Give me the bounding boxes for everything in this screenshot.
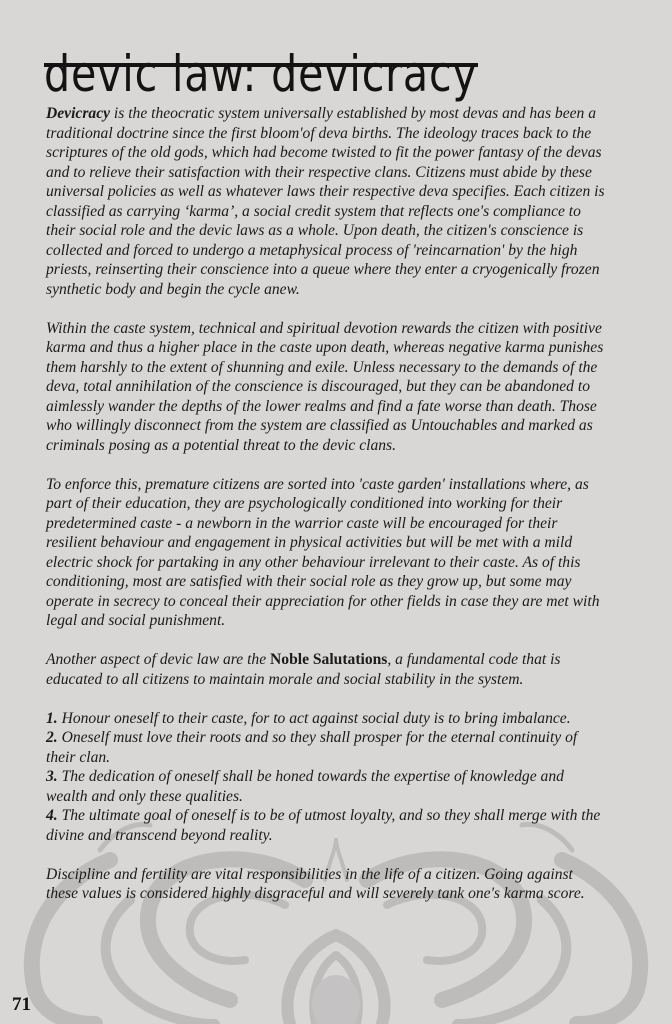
text-span: Honour oneself to their caste, for to act against social duty is to bring imbalance. — [57, 709, 571, 727]
text-line — [46, 767, 642, 787]
text-line: legal and social punishment. — [46, 612, 226, 629]
list-number: 1. — [46, 709, 58, 727]
paragraph-gap — [46, 689, 646, 709]
text-span: is the theocratic system universally established by most devas and has been a — [110, 105, 597, 122]
text-line: scriptures of the old gods, which had become twisted to fit the power fantasy of the devas — [46, 144, 602, 161]
text-line: predetermined caste - a newborn in the warrior caste will be encouraged for their — [46, 514, 558, 532]
text-span: The ultimate goal of oneself is to be of utmost loyalty, and so they shall merge with the — [57, 807, 601, 824]
article-body — [46, 104, 646, 904]
list-number: 4. — [46, 807, 58, 824]
list-item — [46, 728, 646, 767]
text-line: collected and forced to undergo a metaphysical process of 'reincarnation' by the high — [46, 241, 578, 259]
text-line: traditional doctrine since the first bloom'of deva births. The ideology traces back to the — [46, 124, 592, 142]
paragraph-devicracy-intro — [46, 104, 646, 299]
text-line: universal policies as well as whatever laws their respective deva specifies. Each citizen is — [46, 183, 605, 200]
text-line: synthetic body and begin the cycle anew. — [46, 280, 300, 298]
text-line: operate in secrecy to conceal their appreciation for other fields in case they are met with — [46, 592, 600, 610]
text-line: and to relieve their satisfaction with their respective clans. Citizens must abide by these — [46, 163, 592, 181]
text-line: educated to all citizens to maintain morale and social stability in the system. — [46, 670, 524, 688]
paragraph-gap — [46, 299, 646, 319]
page-title — [44, 38, 484, 114]
text-line — [46, 728, 642, 748]
text-line: their clan. — [46, 748, 111, 766]
text-line: Within the caste system, technical and spiritual devotion rewards the citizen with positive — [46, 319, 602, 337]
text-line: Discipline and fertility are vital responsibilities in the life of a citizen. Going against — [46, 865, 573, 883]
page-number: 71 — [12, 994, 31, 1015]
text-line: aimlessly wander the depths of the lower realms and find a fate worse than death. Those — [46, 397, 597, 415]
list-item — [46, 709, 646, 729]
text-line: deva, total annihilation of the conscience is discouraged, but they can be abandoned to — [46, 378, 591, 395]
text-line: part of their education, they are psychologically conditioned into working for their — [46, 495, 563, 512]
paragraph-gap — [46, 455, 646, 475]
text-line: karma and thus a higher place in the caste upon death, whereas negative karma punishes — [46, 339, 604, 356]
text-span: Another aspect of devic law are the — [46, 651, 271, 668]
text-line: classified as carrying ‘karma’, a social credit system that reflects one's compliance to — [46, 202, 581, 220]
text-line: criminals posing as a potential threat to the devic clans. — [46, 436, 397, 454]
text-line: them harshly to the extent of shunning and exile. Unless necessary to the demands of the — [46, 358, 598, 376]
paragraph-caste-system — [46, 319, 646, 456]
term-devicracy: Devicracy — [46, 105, 111, 122]
text-line: conditioning, most are satisfied with their social role as they grow up, but some may — [46, 573, 572, 590]
text-line — [46, 650, 642, 670]
paragraph-noble-salutations — [46, 650, 646, 689]
text-span: , a fundamental code that is — [387, 651, 561, 668]
text-line: wealth and only these qualities. — [46, 787, 243, 805]
text-line: To enforce this, premature citizens are sorted into 'caste garden' installations where, as — [46, 475, 589, 493]
paragraph-closing — [46, 865, 646, 904]
text-line: divine and transcend beyond reality. — [46, 826, 273, 844]
text-line: their social role and the devic laws as a whole. Upon death, the citizen's conscience is — [46, 222, 584, 239]
paragraph-gap — [46, 845, 646, 865]
paragraph-gap — [46, 631, 646, 651]
term-noble-salutations: Noble Salutations — [270, 651, 388, 668]
list-item — [46, 767, 646, 806]
text-line — [46, 709, 642, 729]
text-line: these values is considered highly disgraceful and will severely tank one's karma score. — [46, 885, 585, 902]
page-title-text: devic law: devicracy — [44, 45, 478, 103]
list-item — [46, 806, 646, 845]
text-line: electric shock for partaking in any other behaviour irrelevant to their caste. As of this — [46, 553, 581, 571]
text-line — [46, 104, 642, 124]
text-line: resilient behaviour and engagement in physical activities but will be met with a mild — [46, 534, 573, 551]
text-line: who willingly disconnect from the system are classified as Untouchables and marked as — [46, 417, 593, 434]
text-line — [46, 806, 642, 826]
text-line: priests, reinserting their conscience into a queue where they enter a cryogenically frozen — [46, 261, 600, 278]
list-number: 2. — [46, 729, 58, 746]
list-number: 3. — [46, 768, 58, 785]
text-span: Oneself must love their roots and so they shall prosper for the eternal continuity of — [57, 729, 578, 746]
paragraph-caste-garden — [46, 475, 646, 631]
salutations-list — [46, 709, 646, 846]
text-span: The dedication of oneself shall be honed towards the expertise of knowledge and — [57, 768, 564, 785]
